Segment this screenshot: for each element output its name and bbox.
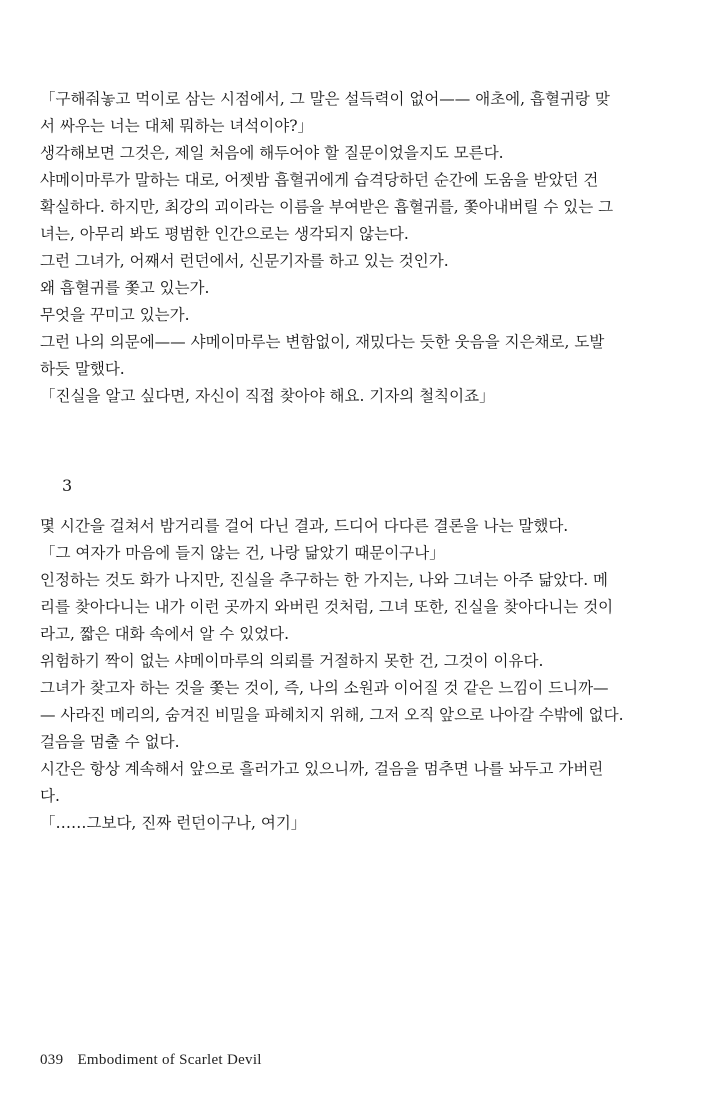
text-line: 생각해보면 그것은, 제일 처음에 해두어야 할 질문이었을지도 모른다. [40,144,504,162]
text-line: 하듯 말했다. [40,360,125,378]
text-line: 무엇을 꾸미고 있는가. [40,306,190,324]
text-line: 「진실을 알고 싶다면, 자신이 직접 찾아야 해요. 기자의 철칙이죠」 [40,387,495,405]
text-line: 「……그보다, 진짜 런던이구나, 여기」 [40,814,307,832]
text-line: 시간은 항상 계속해서 앞으로 흘러가고 있으니까, 걸음을 멈추면 나를 놔두고 가버린 [40,760,604,778]
text-line: 「그 여자가 마음에 들지 않는 건, 나랑 닮았기 때문이구나」 [40,544,445,562]
section-spacer [40,499,690,513]
text-line: 서 싸우는 너는 대체 뭐하는 녀석이야?」 [40,117,314,135]
text-line: 인정하는 것도 화가 나지만, 진실을 추구하는 한 가지는, 나와 그녀는 아주 닮았다. 메 [40,571,609,589]
text-line: 그녀가 찾고자 하는 것을 쫓는 것이, 즉, 나의 소원과 이어질 것 같은 느낌이 드니까— [40,679,609,697]
text-line: 「구해줘놓고 먹이로 삼는 시점에서, 그 말은 설득력이 없어—— 애초에, 흡혈귀랑 맞 [40,90,610,108]
section-spacer [40,410,690,472]
text-line: 위험하기 짝이 없는 샤메이마루의 의뢰를 거절하지 못한 건, 그것이 이유다. [40,652,544,670]
text-line: 왜 흡혈귀를 쫓고 있는가. [40,279,210,297]
text-block-2 [40,513,690,837]
section-number: 3 [62,476,73,495]
text-line: 녀는, 아무리 봐도 평범한 인간으로는 생각되지 않는다. [40,225,409,243]
text-line: 걸음을 멈출 수 없다. [40,733,180,751]
text-line: 그런 그녀가, 어째서 런던에서, 신문기자를 하고 있는 것인가. [40,252,449,270]
text-line: 몇 시간을 걸쳐서 밤거리를 걸어 다닌 결과, 드디어 다다른 결론을 나는 말했다. [40,517,569,535]
book-title: Embodiment of Scarlet Devil [77,1052,262,1068]
text-line: 다. [40,787,60,805]
page-footer [40,1052,262,1069]
text-line: 라고, 짧은 대화 속에서 알 수 있었다. [40,625,290,643]
text-line: 확실하다. 하지만, 최강의 괴이라는 이름을 부여받은 흡혈귀를, 쫓아내버릴 수 있는 그 [40,198,614,216]
text-line: 리를 찾아다니는 내가 이런 곳까지 와버린 것처럼, 그녀 또한, 진실을 찾아다니는 것이 [40,598,614,616]
text-line: 그런 나의 의문에—— 샤메이마루는 변함없이, 재밌다는 듯한 웃음을 지은채로, 도발 [40,333,605,351]
text-line: — 사라진 메리의, 숨겨진 비밀을 파헤치지 위해, 그저 오직 앞으로 나아갈 수밖에 없다. [40,706,624,724]
page-number: 039 [40,1052,64,1068]
text-line: 샤메이마루가 말하는 대로, 어젯밤 흡혈귀에게 습격당하던 순간에 도움을 받았던 건 [40,171,599,189]
page-body [40,86,690,837]
text-block-1 [40,86,690,410]
